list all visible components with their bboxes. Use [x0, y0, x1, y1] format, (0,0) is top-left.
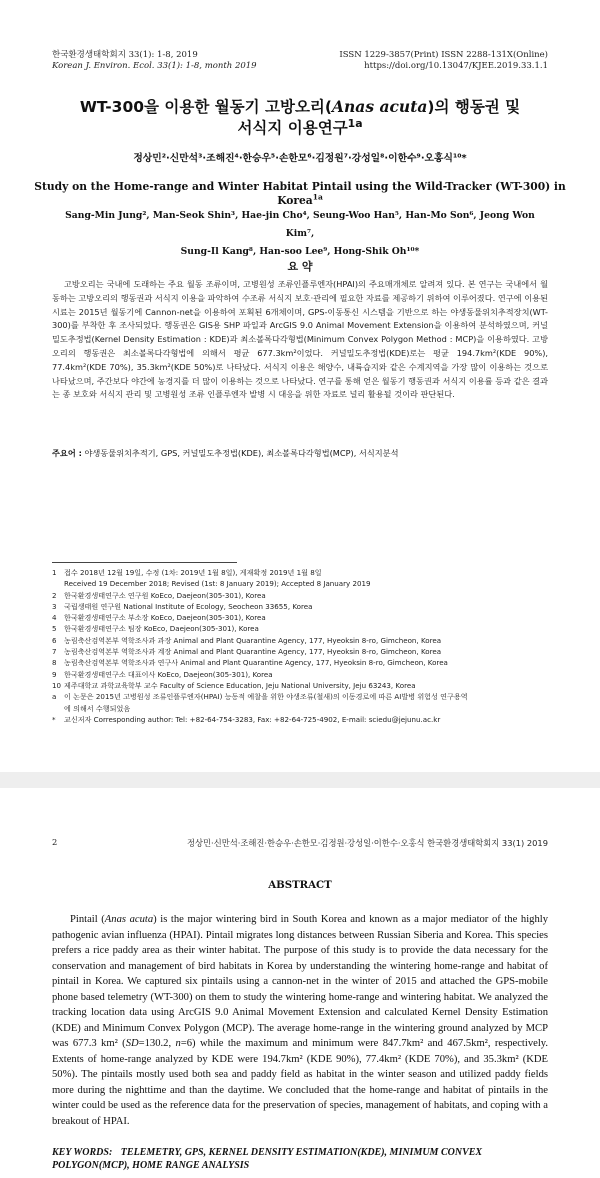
footnote-text: 한국환경생태연구소 부소장 KoEco, Daejeon(305-301), Korea [64, 613, 266, 623]
journal-citation-en: Korean J. Environ. Ecol. 33(1): 1-8, month 2019 [52, 61, 257, 71]
footnote-mark: 10 [52, 680, 62, 690]
footnote [52, 657, 552, 668]
footnote-mark: 2 [52, 590, 57, 600]
footnote-text: 국립생태원 연구원 National Institute of Ecology, Seocheon 33655, Korea [64, 601, 313, 611]
korean-keywords-list: 야생동물위치추적기, GPS, 커널밀도추정법(KDE), 최소볼록다각형법(MCP), 서식지분석 [84, 448, 399, 458]
english-keywords [52, 1146, 548, 1172]
footnote-mark: 7 [52, 647, 57, 657]
english-abstract [52, 912, 548, 1129]
footnote-text: 교신저자 Corresponding author: Tel: +82-64-754-3283, Fax: +82-64-725-4902, E-mail: sciedu@jejunu.ac.kr [64, 714, 441, 724]
footnote-mark: 3 [52, 601, 57, 611]
footnote-divider [52, 562, 237, 563]
korean-summary: 고방오리는 국내에 도래하는 주요 월동 조류이며, 고병원성 조류인플루엔자(HPAI)의 주요매개체로 알려져 있다. 본 연구는 국내에서 월동하는 고방오리의 행동권과 서식지 이용을 파악하여 수조류 서식지 보호·관리에 필요한 자료를 제공하기 위하여 이루어졌다. 연구에 이용된 시료는 2015년 월동기에 Cannon-net을 이용하여 포획된 6개체이며, GPS-이동통신 시스템을 기반으로 하는 야생동물위치추적장치(WT-300)를 부착한 후 조사되었다. 행동권은 GIS용 SHP 파일과 ArcGIS 9.0 Animal Movement Extension을 이용하여 분석하였으며, 커널밀도추정법(Kernel Density Estimation : KDE)과 최소볼록다각형법(Minimum Convex Polygon Method : MCP)을 이용하였다. 고방오리의 행동권은 최소볼록다각형법에 의해서 평균 677.3km²이었다. 커널밀도추정법(KDE)로는 평균 194.7km²(KDE 90%), 77.4km²(KDE 70%), 35.3km²(KDE 50%)로 나타났다. 서식지 이용은 해양수, 내륙습지와 같은 수계지역을 가장 많이 이용하는 것으로 나타났으며, 주간보다 야간에 농경지를 더 많이 이용하는 것으로 나타났다. 연구를 통해 얻은 월동기 행동권과 서식지 이용률 등과 같은 결과는 종 보호와 서식지 관리 및 고병원성 조류 인플루엔자 발병 시 대응을 위한 자료로 널리 활용될 것이라 판단된다. [52, 279, 548, 400]
korean-keywords [52, 448, 548, 459]
english-authors [60, 207, 540, 261]
korean-title-line2 [60, 118, 540, 139]
footnote-text: 농림축산검역본부 역학조사과 과장 Animal and Plant Quarantine Agency, 177, Hyeoksin 8-ro, Gimcheon, Korea [64, 635, 442, 645]
footnote-text: 한국환경생태연구소 대표이사 KoEco, Daejeon(305-301), Korea [64, 669, 273, 679]
korean-title-footnote-mark: 1a [347, 116, 363, 130]
footnote-mark: 8 [52, 658, 57, 668]
doi-link[interactable]: https://doi.org/10.13047/KJEE.2019.33.1.1 [364, 61, 548, 71]
footnote [52, 578, 552, 589]
abstract-text: ) is the major wintering bird in South Korea and known as a major mediator of the highly pathogenic avian influenza (HPAI). Pintail migrates long distances between Russian Siberia and Korea. This species prefers a rice paddy area as their winter habitat. The purpose of this study is to provide the data necessary for the conservation and management of bird habitats in Korea by understanding the wintering home-range and habitat of pintail in Korea. We captured six pintails using a cannon-net in the winter of 2015 and attached the GPS-mobile phone based telemetry (WT-300) on them to study the wintering home-range and wintering habitat. We analyzed the tracking location data using ArcGIS 9.0 Animal Movement Extension and calculated Kernel Density Estimation (KDE) and Minimum Convex Polygon (MCP). The average home-range in the wintering ground analyzed by MCP was 677.3 km² ( [52, 914, 548, 1049]
footnote-mark: * [52, 714, 56, 724]
english-title-footnote-mark: 1a [312, 192, 323, 202]
footnote [52, 567, 552, 578]
footnote-text: 접수 2018년 12월 19일, 수정 (1차: 2019년 1월 8일), 게재확정 2019년 1월 8일 [64, 568, 322, 577]
footnote [52, 646, 552, 657]
english-title [30, 180, 570, 208]
page-number: 2 [52, 837, 58, 847]
footnote [52, 669, 552, 680]
footnote [52, 703, 552, 714]
english-authors-line: Sung-Il Kang⁸, Han-soo Lee⁹, Hong-Shik Oh¹⁰* [180, 246, 420, 257]
footnote-mark [52, 703, 64, 714]
korean-title-part: 서식지 이용연구 [237, 119, 348, 137]
footnote-text: 에 의해서 수행되었음 [64, 703, 131, 713]
footnote-text: 한국환경생태연구소 연구원 KoEco, Daejeon(305-301), Korea [64, 590, 266, 600]
issn: ISSN 1229-3857(Print) ISSN 2288-131X(Online) [339, 50, 548, 60]
english-title-text: Study on the Home-range and Winter Habitat Pintail using the Wild-Tracker (WT-300) in Korea [34, 180, 566, 207]
footnote-mark [52, 578, 64, 589]
footnote [52, 714, 552, 725]
korean-title-part: WT-300을 이용한 월동기 고방오리( [79, 98, 332, 116]
abstract-text: =6) while the maximum and minimum were 847.7km² and 467.5km², respectively. Extents of home-range analyzed by KDE were 194.7km² (KDE 90%), 77.4km² (KDE 70%), and 35.3km² (KDE 50%). The pintails mostly used both sea and paddy field as habitat in the winter season and utilized paddy fields more during the nighttime and than the daytime. We concluded that the home-range and habitat of pintails in the winter could be used as the reference data for the preservation of species, management of habitats, and coping with a breakout of HPAI. [52, 1038, 549, 1127]
korean-keywords-label: 주요어 : [52, 448, 82, 458]
footnote-text: 농림축산검역본부 역학조사과 계장 Animal and Plant Quarantine Agency, 177, Hyeoksin 8-ro, Gimcheon, Korea [64, 647, 442, 657]
abstract-heading: ABSTRACT [268, 879, 332, 891]
abstract-n-symbol: n [175, 1038, 181, 1049]
footnote [52, 612, 552, 623]
footnote [52, 691, 552, 702]
footnote-mark: 9 [52, 669, 57, 679]
footnote [52, 635, 552, 646]
korean-title-species: Anas acuta [331, 97, 428, 116]
footnote-text: 제주대학교 과학교육학부 교수 Faculty of Science Education, Jeju National University, Jeju 63243, Korea [64, 680, 416, 690]
korean-authors: 정상민²·신만석³·조해진⁴·한승우⁵·손한모⁶·김정원⁷·강성일⁸·이한수⁹·오홍식¹⁰* [133, 153, 467, 164]
english-keywords-label: KEY WORDS: [52, 1147, 113, 1158]
english-keywords-list: TELEMETRY, GPS, KERNEL DENSITY ESTIMATION(KDE), MINIMUM CONVEX POLYGON(MCP), HOME RANGE ANALYSIS [52, 1147, 483, 1171]
footnote-mark: 1 [52, 568, 57, 577]
english-authors-line: Sang-Min Jung², Man-Seok Shin³, Hae-jin Cho⁴, Seung-Woo Han⁵, Han-Mo Son⁶, Jeong Won Kim⁷, [65, 210, 535, 239]
journal-header-left [52, 50, 257, 72]
running-header: 정상민·신만석·조해진·한승우·손한모·김정원·강성일·이한수·오홍식 한국환경생태학회지 33(1) 2019 [187, 838, 548, 848]
footnote-mark: 6 [52, 635, 57, 645]
footnote-text: 한국환경생태연구소 팀장 KoEco, Daejeon(305-301), Korea [64, 624, 259, 634]
footnote [52, 623, 552, 634]
footnote-mark: 5 [52, 624, 57, 634]
summary-heading: 요 약 [287, 260, 313, 273]
abstract-species: Anas acuta [104, 914, 154, 925]
page-two [0, 788, 600, 1178]
footnote [52, 680, 552, 691]
footnote-text: 이 논문은 2015년 고병원성 조류인플루엔자(HPAI) 능동적 예찰을 위한 야생조류(철새)의 이동경로에 따른 AI발병 위험성 연구용역 [64, 692, 468, 702]
abstract-sd-symbol: SD [125, 1038, 139, 1049]
footnote [52, 590, 552, 601]
korean-title [60, 96, 540, 139]
footnote [52, 601, 552, 612]
footnotes [52, 567, 552, 725]
abstract-text: Pintail ( [70, 914, 105, 925]
korean-title-line1 [60, 96, 540, 118]
journal-header-right [339, 50, 548, 72]
footnote-mark: 4 [52, 613, 57, 623]
footnote-mark: a [52, 692, 57, 702]
footnote-text: Received 19 December 2018; Revised (1st: 8 January 2019); Accepted 8 January 2019 [64, 579, 371, 589]
footnote-text: 농림축산검역본부 역학조사과 연구사 Animal and Plant Quarantine Agency, 177, Hyeoksin 8-ro, Gimcheon, Korea [64, 658, 448, 668]
abstract-text: =130.2, [138, 1038, 176, 1049]
journal-citation-ko: 한국환경생태학회지 33(1): 1-8, 2019 [52, 50, 198, 60]
korean-title-part: )의 행동권 및 [427, 98, 521, 116]
